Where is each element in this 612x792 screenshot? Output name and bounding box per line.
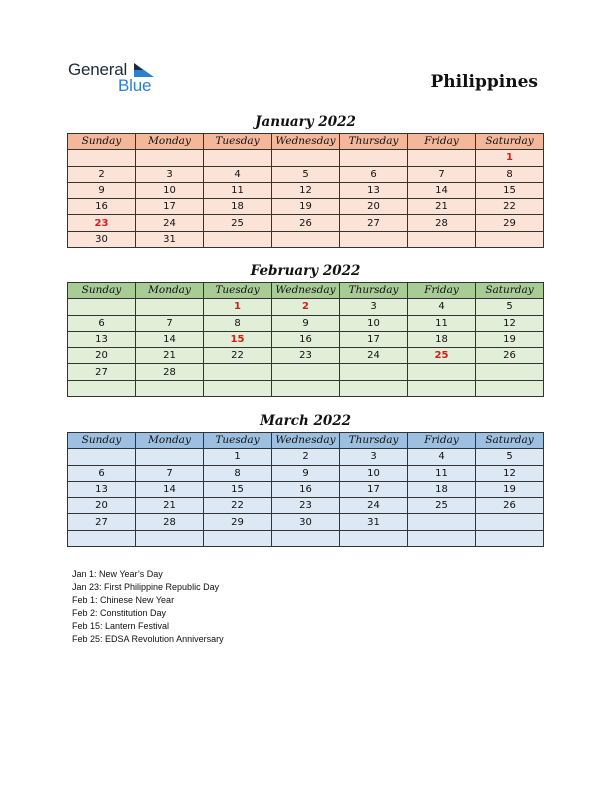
- calendar-table: [67, 282, 544, 397]
- empty-day-cell: [272, 380, 340, 396]
- day-cell: 31: [340, 514, 408, 530]
- empty-day-cell: [272, 364, 340, 380]
- weekday-header: Saturday: [476, 134, 544, 150]
- holiday-item: Feb 25: EDSA Revolution Anniversary: [72, 634, 224, 644]
- day-cell: 7: [136, 315, 204, 331]
- day-cell: 18: [408, 331, 476, 347]
- day-cell: 3: [340, 449, 408, 465]
- weekday-header: Sunday: [68, 283, 136, 299]
- day-cell: 16: [68, 199, 136, 215]
- day-cell: 10: [136, 182, 204, 198]
- country-title: Philippines: [430, 72, 538, 92]
- day-cell: 16: [272, 331, 340, 347]
- day-cell: 27: [68, 514, 136, 530]
- weekday-header: Thursday: [340, 433, 408, 449]
- day-cell: 1: [204, 449, 272, 465]
- day-cell: 8: [204, 465, 272, 481]
- week-row: [68, 215, 544, 231]
- day-cell: 12: [272, 182, 340, 198]
- weekday-header: Thursday: [340, 134, 408, 150]
- day-cell: 13: [68, 481, 136, 497]
- day-cell: 5: [476, 299, 544, 315]
- holiday-list: [72, 568, 224, 646]
- day-cell: 5: [476, 449, 544, 465]
- day-cell: 23: [272, 498, 340, 514]
- week-row: [68, 231, 544, 247]
- day-cell: 9: [272, 315, 340, 331]
- day-cell: 20: [340, 199, 408, 215]
- week-row: [68, 150, 544, 166]
- weekday-header: Monday: [136, 433, 204, 449]
- empty-day-cell: [68, 530, 136, 546]
- day-cell: 31: [136, 231, 204, 247]
- empty-day-cell: [136, 380, 204, 396]
- day-cell: 27: [340, 215, 408, 231]
- flag-icon: [134, 63, 154, 77]
- weekday-header: Saturday: [476, 283, 544, 299]
- day-cell: 15: [476, 182, 544, 198]
- weekday-header-row: [68, 433, 544, 449]
- day-cell: 15: [204, 481, 272, 497]
- month-title: March 2022: [259, 413, 352, 429]
- day-cell: 4: [408, 299, 476, 315]
- week-row: [68, 380, 544, 396]
- day-cell: 6: [68, 465, 136, 481]
- day-cell: 14: [408, 182, 476, 198]
- day-cell: 1: [476, 150, 544, 166]
- day-cell: 10: [340, 465, 408, 481]
- empty-day-cell: [272, 150, 340, 166]
- day-cell: 1: [204, 299, 272, 315]
- empty-day-cell: [136, 449, 204, 465]
- day-cell: 20: [68, 498, 136, 514]
- day-cell: 3: [340, 299, 408, 315]
- day-cell: 14: [136, 331, 204, 347]
- empty-day-cell: [408, 514, 476, 530]
- empty-day-cell: [476, 231, 544, 247]
- empty-day-cell: [204, 380, 272, 396]
- day-cell: 24: [340, 348, 408, 364]
- empty-day-cell: [408, 380, 476, 396]
- empty-day-cell: [340, 380, 408, 396]
- week-row: [68, 465, 544, 481]
- day-cell: 12: [476, 315, 544, 331]
- empty-day-cell: [476, 364, 544, 380]
- holiday-item: Feb 2: Constitution Day: [72, 608, 167, 618]
- weekday-header: Friday: [408, 433, 476, 449]
- day-cell: 11: [408, 465, 476, 481]
- calendar-table: [67, 133, 544, 248]
- weekday-header: Tuesday: [204, 433, 272, 449]
- month-title: February 2022: [250, 263, 361, 279]
- day-cell: 24: [136, 215, 204, 231]
- weekday-header: Wednesday: [272, 283, 340, 299]
- day-cell: 17: [340, 331, 408, 347]
- day-cell: 20: [68, 348, 136, 364]
- empty-day-cell: [340, 150, 408, 166]
- day-cell: 3: [136, 166, 204, 182]
- week-row: [68, 514, 544, 530]
- week-row: [68, 182, 544, 198]
- empty-day-cell: [204, 364, 272, 380]
- empty-day-cell: [476, 514, 544, 530]
- day-cell: 2: [272, 299, 340, 315]
- day-cell: 23: [68, 215, 136, 231]
- day-cell: 12: [476, 465, 544, 481]
- empty-day-cell: [340, 231, 408, 247]
- day-cell: 26: [476, 498, 544, 514]
- weekday-header: Monday: [136, 134, 204, 150]
- day-cell: 28: [408, 215, 476, 231]
- day-cell: 24: [340, 498, 408, 514]
- weekday-header: Tuesday: [204, 283, 272, 299]
- calendar-table: [67, 432, 544, 547]
- week-row: [68, 348, 544, 364]
- day-cell: 15: [204, 331, 272, 347]
- weekday-header: Tuesday: [204, 134, 272, 150]
- day-cell: 11: [408, 315, 476, 331]
- empty-day-cell: [476, 530, 544, 546]
- day-cell: 5: [272, 166, 340, 182]
- holiday-item: Jan 1: New Year’s Day: [72, 569, 163, 579]
- empty-day-cell: [340, 364, 408, 380]
- day-cell: 19: [476, 331, 544, 347]
- day-cell: 9: [68, 182, 136, 198]
- weekday-header-row: [68, 134, 544, 150]
- day-cell: 30: [272, 514, 340, 530]
- day-cell: 9: [272, 465, 340, 481]
- day-cell: 30: [68, 231, 136, 247]
- holiday-item: Jan 23: First Philippine Republic Day: [72, 582, 220, 592]
- day-cell: 8: [204, 315, 272, 331]
- day-cell: 2: [272, 449, 340, 465]
- week-row: [68, 481, 544, 497]
- day-cell: 21: [408, 199, 476, 215]
- day-cell: 23: [272, 348, 340, 364]
- empty-day-cell: [408, 530, 476, 546]
- empty-day-cell: [68, 449, 136, 465]
- day-cell: 4: [204, 166, 272, 182]
- day-cell: 25: [204, 215, 272, 231]
- day-cell: 6: [68, 315, 136, 331]
- holiday-item: Feb 1: Chinese New Year: [72, 595, 175, 605]
- empty-day-cell: [204, 231, 272, 247]
- weekday-header: Wednesday: [272, 433, 340, 449]
- brand-logo: [68, 60, 168, 96]
- empty-day-cell: [68, 299, 136, 315]
- weekday-header: Sunday: [68, 433, 136, 449]
- weekday-header: Sunday: [68, 134, 136, 150]
- day-cell: 11: [204, 182, 272, 198]
- empty-day-cell: [68, 150, 136, 166]
- weekday-header: Friday: [408, 283, 476, 299]
- day-cell: 4: [408, 449, 476, 465]
- week-row: [68, 199, 544, 215]
- day-cell: 26: [476, 348, 544, 364]
- day-cell: 14: [136, 481, 204, 497]
- week-row: [68, 364, 544, 380]
- week-row: [68, 530, 544, 546]
- weekday-header: Monday: [136, 283, 204, 299]
- empty-day-cell: [136, 530, 204, 546]
- day-cell: 29: [204, 514, 272, 530]
- day-cell: 28: [136, 364, 204, 380]
- month-february: [67, 262, 544, 397]
- empty-day-cell: [340, 530, 408, 546]
- day-cell: 7: [408, 166, 476, 182]
- empty-day-cell: [272, 530, 340, 546]
- week-row: [68, 449, 544, 465]
- day-cell: 7: [136, 465, 204, 481]
- empty-day-cell: [136, 299, 204, 315]
- empty-day-cell: [408, 231, 476, 247]
- day-cell: 16: [272, 481, 340, 497]
- day-cell: 21: [136, 498, 204, 514]
- day-cell: 8: [476, 166, 544, 182]
- week-row: [68, 315, 544, 331]
- month-title: January 2022: [255, 114, 356, 130]
- empty-day-cell: [204, 150, 272, 166]
- weekday-header: Thursday: [340, 283, 408, 299]
- week-row: [68, 299, 544, 315]
- empty-day-cell: [136, 150, 204, 166]
- day-cell: 19: [476, 481, 544, 497]
- day-cell: 28: [136, 514, 204, 530]
- day-cell: 17: [136, 199, 204, 215]
- weekday-header-row: [68, 283, 544, 299]
- day-cell: 10: [340, 315, 408, 331]
- empty-day-cell: [68, 380, 136, 396]
- logo-blue-text: Blue: [118, 76, 152, 95]
- empty-day-cell: [476, 380, 544, 396]
- day-cell: 22: [204, 348, 272, 364]
- weekday-header: Friday: [408, 134, 476, 150]
- month-january: [67, 113, 544, 248]
- logo-general-text: General: [68, 60, 128, 79]
- day-cell: 25: [408, 348, 476, 364]
- empty-day-cell: [204, 530, 272, 546]
- day-cell: 19: [272, 199, 340, 215]
- week-row: [68, 331, 544, 347]
- week-row: [68, 498, 544, 514]
- empty-day-cell: [272, 231, 340, 247]
- day-cell: 6: [340, 166, 408, 182]
- day-cell: 26: [272, 215, 340, 231]
- holiday-item: Feb 15: Lantern Festival: [72, 621, 170, 631]
- day-cell: 22: [204, 498, 272, 514]
- day-cell: 25: [408, 498, 476, 514]
- day-cell: 18: [204, 199, 272, 215]
- weekday-header: Wednesday: [272, 134, 340, 150]
- empty-day-cell: [408, 364, 476, 380]
- day-cell: 18: [408, 481, 476, 497]
- day-cell: 2: [68, 166, 136, 182]
- day-cell: 13: [68, 331, 136, 347]
- day-cell: 22: [476, 199, 544, 215]
- day-cell: 17: [340, 481, 408, 497]
- empty-day-cell: [408, 150, 476, 166]
- day-cell: 29: [476, 215, 544, 231]
- day-cell: 27: [68, 364, 136, 380]
- month-march: [67, 412, 544, 547]
- day-cell: 13: [340, 182, 408, 198]
- day-cell: 21: [136, 348, 204, 364]
- week-row: [68, 166, 544, 182]
- weekday-header: Saturday: [476, 433, 544, 449]
